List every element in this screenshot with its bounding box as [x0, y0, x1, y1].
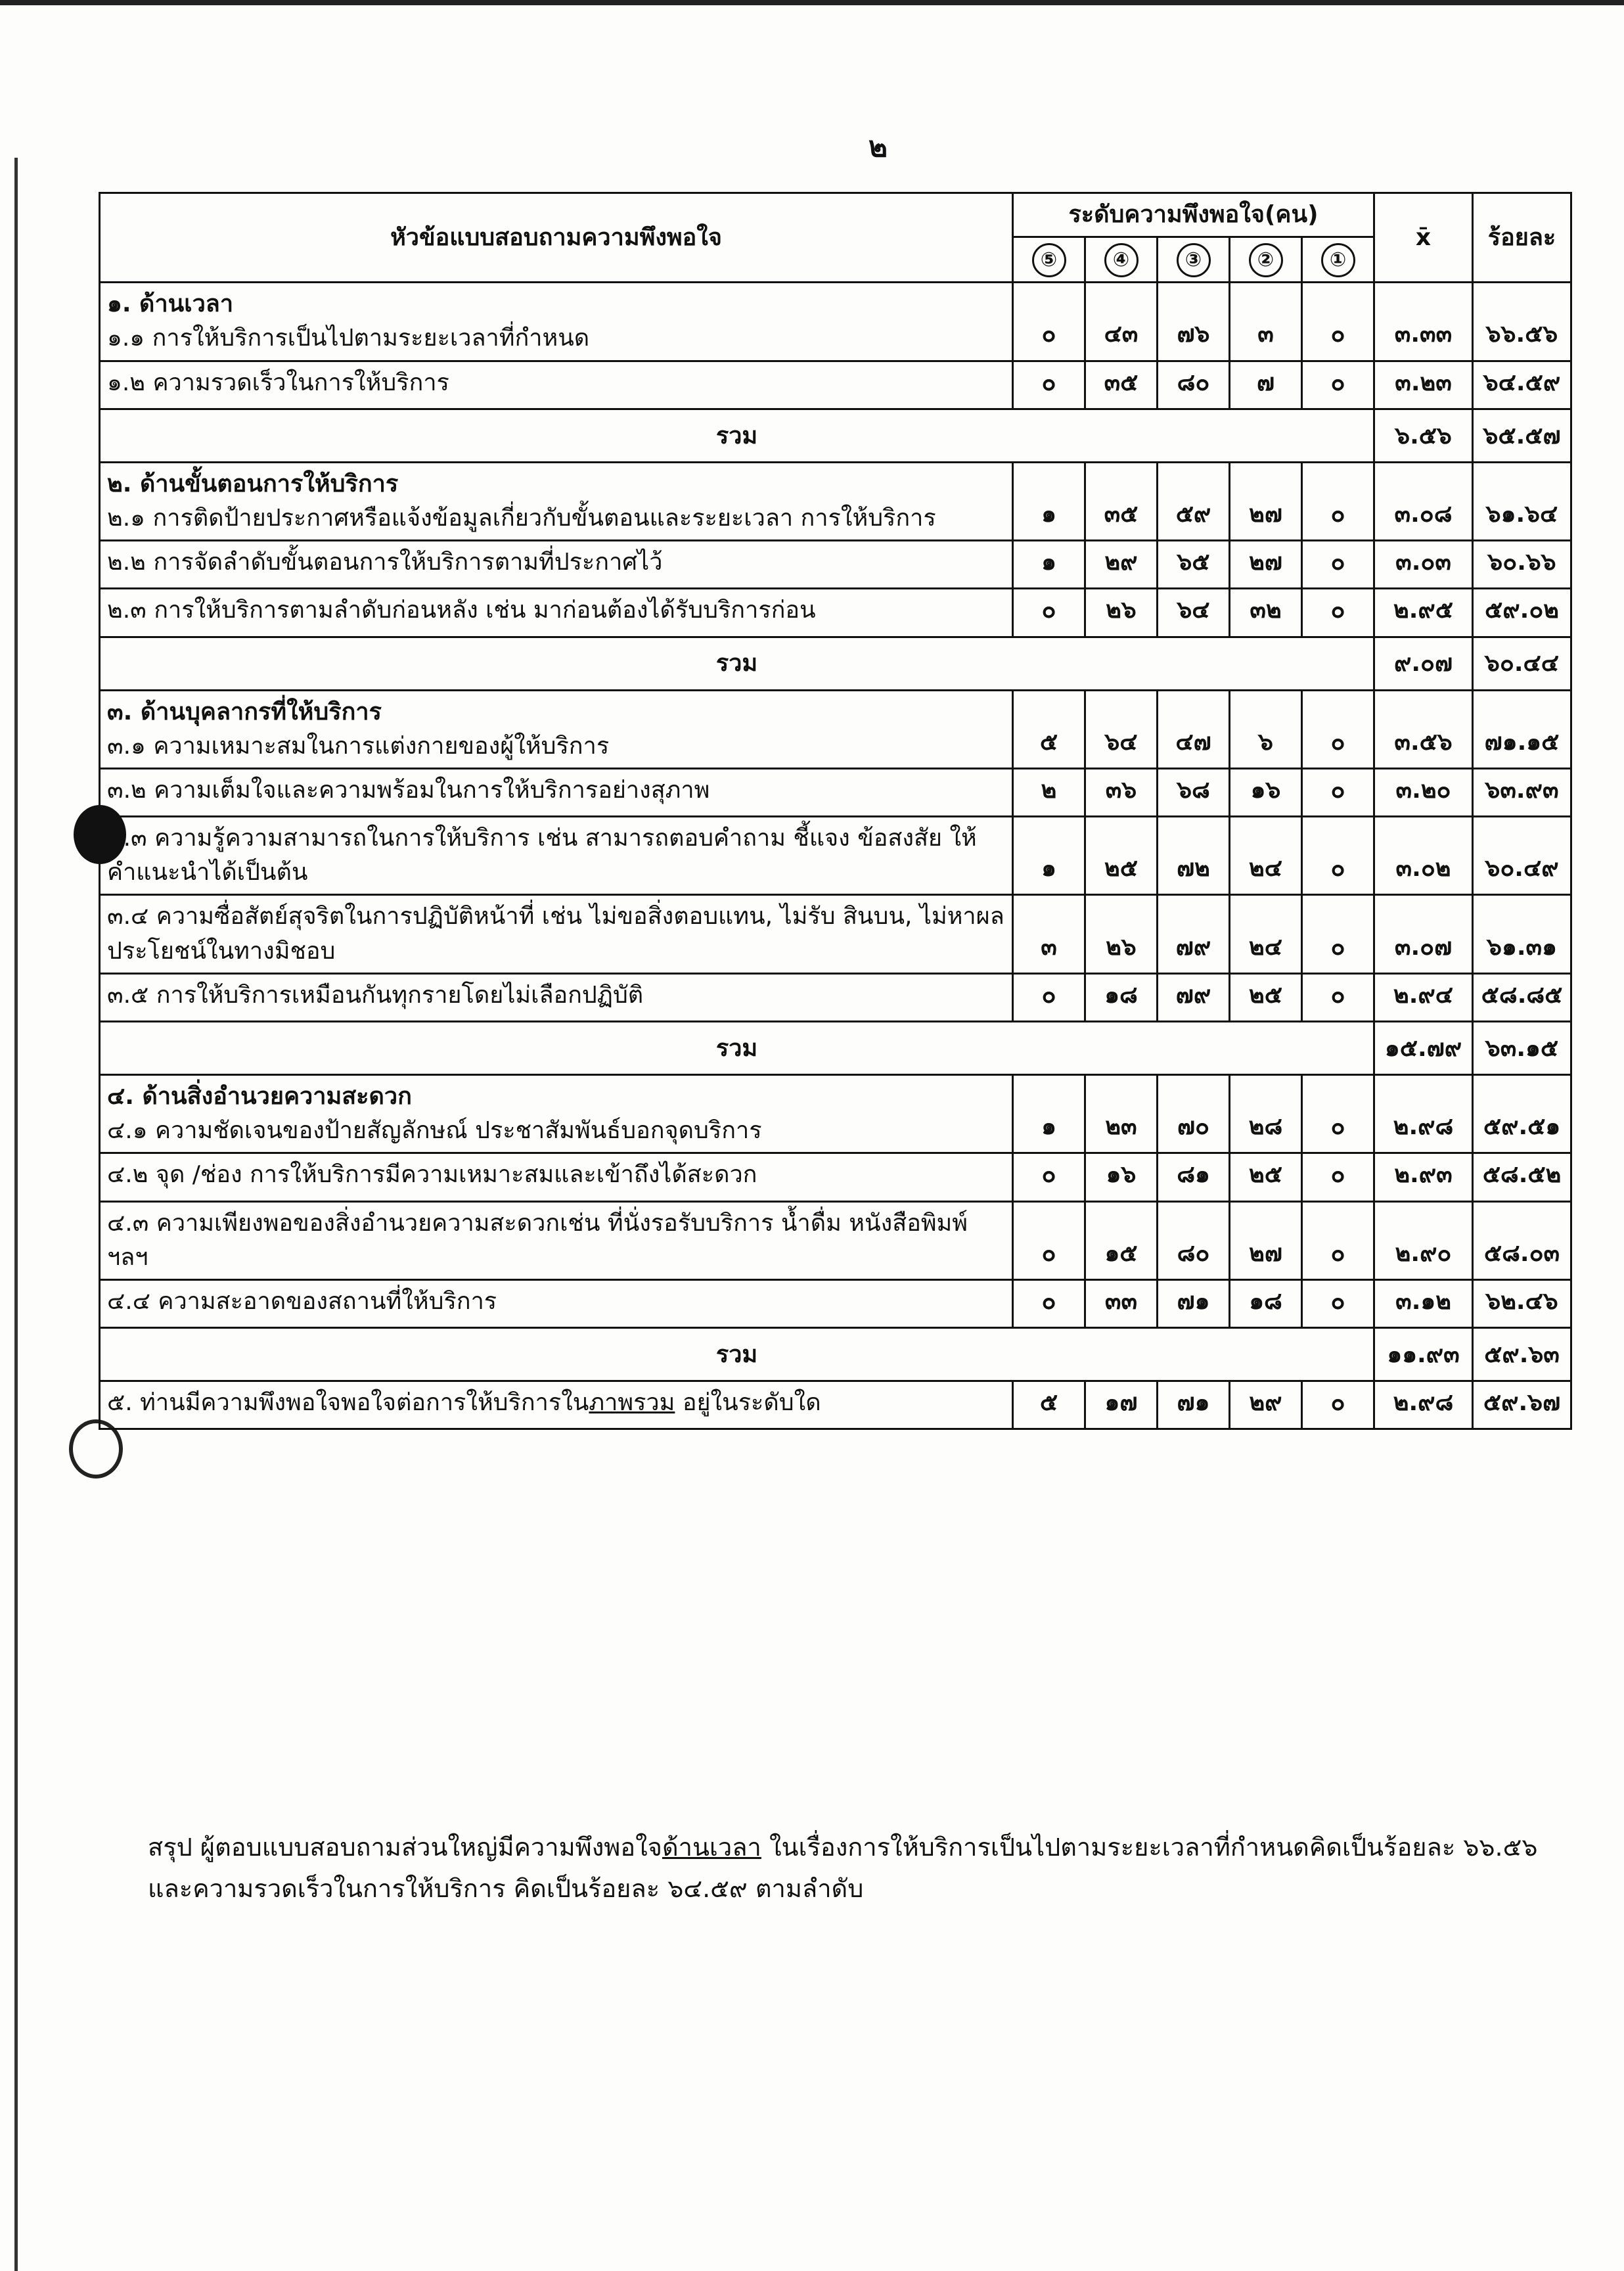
- count-cell: ๐: [1302, 1201, 1374, 1279]
- count-cell: ๒๕: [1085, 817, 1158, 895]
- mean-cell: ๓.๕๖: [1374, 690, 1473, 768]
- percent-cell: ๕๙.๖๗: [1473, 1381, 1571, 1429]
- count-cell: ๐: [1302, 361, 1374, 409]
- table-row: [100, 283, 1571, 361]
- count-cell: ๐: [1302, 541, 1374, 589]
- table-row: [100, 817, 1571, 895]
- total-percent: ๖๕.๕๗: [1473, 409, 1571, 462]
- item-cell: [100, 690, 1013, 768]
- total-mean: ๑๑.๙๓: [1374, 1328, 1473, 1381]
- table-row: [100, 1279, 1571, 1327]
- section-title: ๔. ด้านสิ่งอำนวยความสะดวก: [107, 1083, 412, 1110]
- header-scale-2: ②: [1230, 237, 1302, 283]
- mean-cell: ๓.๐๘: [1374, 462, 1473, 540]
- count-cell: ๑๘: [1085, 973, 1158, 1021]
- total-percent: ๕๙.๖๓: [1473, 1328, 1571, 1381]
- table-row: [100, 768, 1571, 816]
- count-cell: ๐: [1302, 895, 1374, 973]
- table-row: [100, 895, 1571, 973]
- count-cell: ๕: [1013, 690, 1085, 768]
- count-cell: ๗๙: [1158, 895, 1230, 973]
- mean-cell: ๒.๙๓: [1374, 1153, 1473, 1201]
- mean-cell: ๓.๓๓: [1374, 283, 1473, 361]
- count-cell: ๐: [1302, 973, 1374, 1021]
- item-label: ๓.๕ การให้บริการเหมือนกันทุกรายโดยไม่เลือกปฏิบัติ: [107, 981, 644, 1009]
- count-cell: ๗๙: [1158, 973, 1230, 1021]
- count-cell: ๒๔: [1230, 895, 1302, 973]
- count-cell: ๖๘: [1158, 768, 1230, 816]
- percent-cell: ๕๘.๕๒: [1473, 1153, 1571, 1201]
- item-label: ๒.๓ การให้บริการตามลำดับก่อนหลัง เช่น มาก่อนต้องได้รับบริการก่อน: [107, 597, 816, 624]
- item-label: ๓.๑ ความเหมาะสมในการแต่งกายของผู้ให้บริการ: [107, 732, 610, 760]
- count-cell: ๒๗: [1230, 462, 1302, 540]
- mean-cell: ๒.๙๔: [1374, 973, 1473, 1021]
- count-cell: ๒: [1013, 768, 1085, 816]
- item-cell: [100, 895, 1013, 973]
- section-title: ๓. ด้านบุคลากรที่ให้บริการ: [107, 698, 382, 725]
- header-percent: ร้อยละ: [1473, 193, 1571, 283]
- item-label: ๑.๑ การให้บริการเป็นไปตามระยะเวลาที่กำหนด: [107, 325, 590, 352]
- table-row: [100, 690, 1571, 768]
- mean-cell: ๒.๙๕: [1374, 589, 1473, 637]
- count-cell: ๑: [1013, 817, 1085, 895]
- summary-lead: สรุป ผู้ตอบแบบสอบถามส่วนใหญ่มีความพึงพอใจ: [148, 1833, 662, 1862]
- item-label: ๒.๒ การจัดลำดับขั้นตอนการให้บริการตามที่ประกาศไว้: [107, 549, 663, 576]
- total-row: [100, 1022, 1571, 1075]
- mean-cell: ๓.๒๓: [1374, 361, 1473, 409]
- count-cell: ๐: [1302, 462, 1374, 540]
- header-topic: หัวข้อแบบสอบถามความพึงพอใจ: [100, 193, 1013, 283]
- item-cell: [100, 1075, 1013, 1153]
- mean-cell: ๓.๐๒: [1374, 817, 1473, 895]
- count-cell: ๒๗: [1230, 541, 1302, 589]
- percent-cell: ๕๘.๐๓: [1473, 1201, 1571, 1279]
- item-cell: [100, 973, 1013, 1021]
- total-mean: ๑๕.๗๙: [1374, 1022, 1473, 1075]
- item-cell: [100, 817, 1013, 895]
- item-label: ๔.๑ ความชัดเจนของป้ายสัญลักษณ์ ประชาสัมพันธ์บอกจุดบริการ: [107, 1117, 762, 1145]
- count-cell: ๘๐: [1158, 361, 1230, 409]
- percent-cell: ๕๙.๐๒: [1473, 589, 1571, 637]
- count-cell: ๐: [1013, 1279, 1085, 1327]
- table-row: [100, 541, 1571, 589]
- count-cell: ๔๓: [1085, 283, 1158, 361]
- count-cell: ๖๔: [1158, 589, 1230, 637]
- percent-cell: ๖๐.๔๙: [1473, 817, 1571, 895]
- page-number: ๒: [868, 130, 888, 164]
- count-cell: ๔๗: [1158, 690, 1230, 768]
- percent-cell: ๕๘.๘๕: [1473, 973, 1571, 1021]
- count-cell: ๐: [1302, 589, 1374, 637]
- table-body: [100, 283, 1571, 1429]
- summary-underlined: ด้านเวลา: [662, 1833, 761, 1862]
- item-label: ๔.๓ ความเพียงพอของสิ่งอำนวยความสะดวกเช่น ที่นั่งรอรับบริการ น้ำดื่ม หนังสือพิมพ์ ฯลฯ: [107, 1209, 968, 1271]
- overall-row: [100, 1381, 1571, 1429]
- count-cell: ๐: [1013, 973, 1085, 1021]
- header-scale-3: ③: [1158, 237, 1230, 283]
- item-cell: [100, 589, 1013, 637]
- item-cell: [100, 1201, 1013, 1279]
- count-cell: ๑: [1013, 1075, 1085, 1153]
- count-cell: ๐: [1302, 817, 1374, 895]
- item-label: ๓.๓ ความรู้ความสามารถในการให้บริการ เช่น สามารถตอบคำถาม ชี้แจง ข้อสงสัย ให้คำแนะนำได้เป็นต้น: [107, 825, 977, 886]
- count-cell: ๒๗: [1230, 1201, 1302, 1279]
- count-cell: ๒๕: [1230, 1153, 1302, 1201]
- item-label: ๔.๒ จุด /ช่อง การให้บริการมีความเหมาะสมและเข้าถึงได้สะดวก: [107, 1161, 757, 1189]
- mean-cell: ๓.๐๓: [1374, 541, 1473, 589]
- count-cell: ๕: [1013, 1381, 1085, 1429]
- item-cell: [100, 462, 1013, 540]
- count-cell: ๑: [1013, 462, 1085, 540]
- percent-cell: ๖๒.๔๖: [1473, 1279, 1571, 1327]
- count-cell: ๗๑: [1158, 1381, 1230, 1429]
- table-row: [100, 1075, 1571, 1153]
- count-cell: ๐: [1302, 1075, 1374, 1153]
- count-cell: ๐: [1302, 1153, 1374, 1201]
- count-cell: ๓: [1230, 283, 1302, 361]
- table-row: [100, 1201, 1571, 1279]
- table-row: [100, 589, 1571, 637]
- count-cell: ๗๑: [1158, 1279, 1230, 1327]
- total-label: รวม: [100, 1328, 1374, 1381]
- count-cell: ๑: [1013, 541, 1085, 589]
- percent-cell: ๖๔.๕๙: [1473, 361, 1571, 409]
- count-cell: ๗๒: [1158, 817, 1230, 895]
- overall-item-cell: [100, 1381, 1013, 1429]
- mean-cell: ๓.๑๒: [1374, 1279, 1473, 1327]
- total-label: รวม: [100, 1022, 1374, 1075]
- item-cell: [100, 361, 1013, 409]
- count-cell: ๒๙: [1230, 1381, 1302, 1429]
- count-cell: ๒๔: [1230, 817, 1302, 895]
- count-cell: ๐: [1302, 768, 1374, 816]
- table-row: [100, 361, 1571, 409]
- count-cell: ๐: [1302, 1381, 1374, 1429]
- item-label: ๔.๔ ความสะอาดของสถานที่ให้บริการ: [107, 1287, 497, 1315]
- count-cell: ๑๗: [1085, 1381, 1158, 1429]
- count-cell: ๒๖: [1085, 895, 1158, 973]
- header-scale-1: ①: [1302, 237, 1374, 283]
- header-level: ระดับความพึงพอใจ(คน): [1013, 193, 1374, 237]
- overall-label-underlined: ภาพรวม: [589, 1389, 675, 1417]
- count-cell: ๓๖: [1085, 768, 1158, 816]
- section-title: ๒. ด้านขั้นตอนการให้บริการ: [107, 470, 399, 497]
- count-cell: ๑๖: [1085, 1153, 1158, 1201]
- overall-label-end: อยู่ในระดับใด: [675, 1389, 821, 1417]
- total-row: [100, 1328, 1571, 1381]
- overall-label: ๕. ท่านมีความพึงพอใจพอใจต่อการให้บริการใน: [107, 1389, 589, 1417]
- header-scale-5: ⑤: [1013, 237, 1085, 283]
- total-row: [100, 409, 1571, 462]
- mean-cell: ๒.๙๘: [1374, 1381, 1473, 1429]
- item-cell: [100, 1279, 1013, 1327]
- item-cell: [100, 768, 1013, 816]
- section-title: ๑. ด้านเวลา: [107, 290, 234, 318]
- table-row: [100, 1153, 1571, 1201]
- count-cell: ๐: [1302, 1279, 1374, 1327]
- header-scale-4: ④: [1085, 237, 1158, 283]
- count-cell: ๓๓: [1085, 1279, 1158, 1327]
- count-cell: ๒๕: [1230, 973, 1302, 1021]
- mean-cell: ๒.๙๘: [1374, 1075, 1473, 1153]
- header-mean: x̄: [1374, 193, 1473, 283]
- total-mean: ๙.๐๗: [1374, 637, 1473, 690]
- item-label: ๓.๒ ความเต็มใจและความพร้อมในการให้บริการอย่างสุภาพ: [107, 776, 710, 804]
- total-row: [100, 637, 1571, 690]
- count-cell: ๑๖: [1230, 768, 1302, 816]
- count-cell: ๑๕: [1085, 1201, 1158, 1279]
- item-label: ๒.๑ การติดป้ายประกาศหรือแจ้งข้อมูลเกี่ยวกับขั้นตอนและระยะเวลา การให้บริการ: [107, 504, 936, 532]
- total-label: รวม: [100, 637, 1374, 690]
- count-cell: ๗๖: [1158, 283, 1230, 361]
- count-cell: ๒๖: [1085, 589, 1158, 637]
- percent-cell: ๖๑.๖๔: [1473, 462, 1571, 540]
- percent-cell: ๖๖.๕๖: [1473, 283, 1571, 361]
- summary-paragraph: [148, 1827, 1560, 1909]
- summary-rest: ในเรื่องการให้บริการเป็นไปตามระยะเวลาที่กำหนดคิดเป็นร้อยละ ๖๖.๕๖ และความรวดเร็วในการให้บริการ คิดเป็นร้อยละ ๖๔.๕๙ ตามลำดับ: [148, 1833, 1538, 1903]
- scan-left-edge: [14, 158, 18, 2271]
- count-cell: ๐: [1013, 589, 1085, 637]
- count-cell: ๖๔: [1085, 690, 1158, 768]
- count-cell: ๗๐: [1158, 1075, 1230, 1153]
- count-cell: ๖: [1230, 690, 1302, 768]
- satisfaction-table: [99, 192, 1572, 1430]
- count-cell: ๒๙: [1085, 541, 1158, 589]
- count-cell: ๗: [1230, 361, 1302, 409]
- count-cell: ๐: [1302, 690, 1374, 768]
- count-cell: ๒๓: [1085, 1075, 1158, 1153]
- count-cell: ๐: [1302, 283, 1374, 361]
- mean-cell: ๓.๒๐: [1374, 768, 1473, 816]
- count-cell: ๐: [1013, 1201, 1085, 1279]
- item-label: ๓.๔ ความซื่อสัตย์สุจริตในการปฏิบัติหน้าที่ เช่น ไม่ขอสิ่งตอบแทน, ไม่รับ สินบน, ไม่หาผล ประโยชน์ในทางมิชอบ: [107, 903, 1004, 965]
- percent-cell: ๖๓.๙๓: [1473, 768, 1571, 816]
- count-cell: ๐: [1013, 283, 1085, 361]
- total-percent: ๖๓.๑๕: [1473, 1022, 1571, 1075]
- total-mean: ๖.๕๖: [1374, 409, 1473, 462]
- count-cell: ๖๕: [1158, 541, 1230, 589]
- count-cell: ๑๘: [1230, 1279, 1302, 1327]
- mean-cell: ๓.๐๗: [1374, 895, 1473, 973]
- header-row: [100, 193, 1571, 237]
- count-cell: ๒๘: [1230, 1075, 1302, 1153]
- percent-cell: ๖๐.๖๖: [1473, 541, 1571, 589]
- count-cell: ๓๕: [1085, 361, 1158, 409]
- item-label: ๑.๒ ความรวดเร็วในการให้บริการ: [107, 369, 449, 396]
- count-cell: ๐: [1013, 1153, 1085, 1201]
- total-percent: ๖๐.๔๔: [1473, 637, 1571, 690]
- count-cell: ๓๕: [1085, 462, 1158, 540]
- count-cell: ๓: [1013, 895, 1085, 973]
- total-label: รวม: [100, 409, 1374, 462]
- item-cell: [100, 1153, 1013, 1201]
- count-cell: ๓๒: [1230, 589, 1302, 637]
- table-row: [100, 462, 1571, 540]
- satisfaction-table-container: [99, 192, 1570, 1430]
- table-row: [100, 973, 1571, 1021]
- count-cell: ๕๙: [1158, 462, 1230, 540]
- item-cell: [100, 283, 1013, 361]
- percent-cell: ๗๑.๑๕: [1473, 690, 1571, 768]
- percent-cell: ๕๙.๕๑: [1473, 1075, 1571, 1153]
- count-cell: ๘๐: [1158, 1201, 1230, 1279]
- scan-top-edge: [0, 0, 1624, 5]
- count-cell: ๐: [1013, 361, 1085, 409]
- count-cell: ๘๑: [1158, 1153, 1230, 1201]
- item-cell: [100, 541, 1013, 589]
- mean-cell: ๒.๙๐: [1374, 1201, 1473, 1279]
- percent-cell: ๖๑.๓๑: [1473, 895, 1571, 973]
